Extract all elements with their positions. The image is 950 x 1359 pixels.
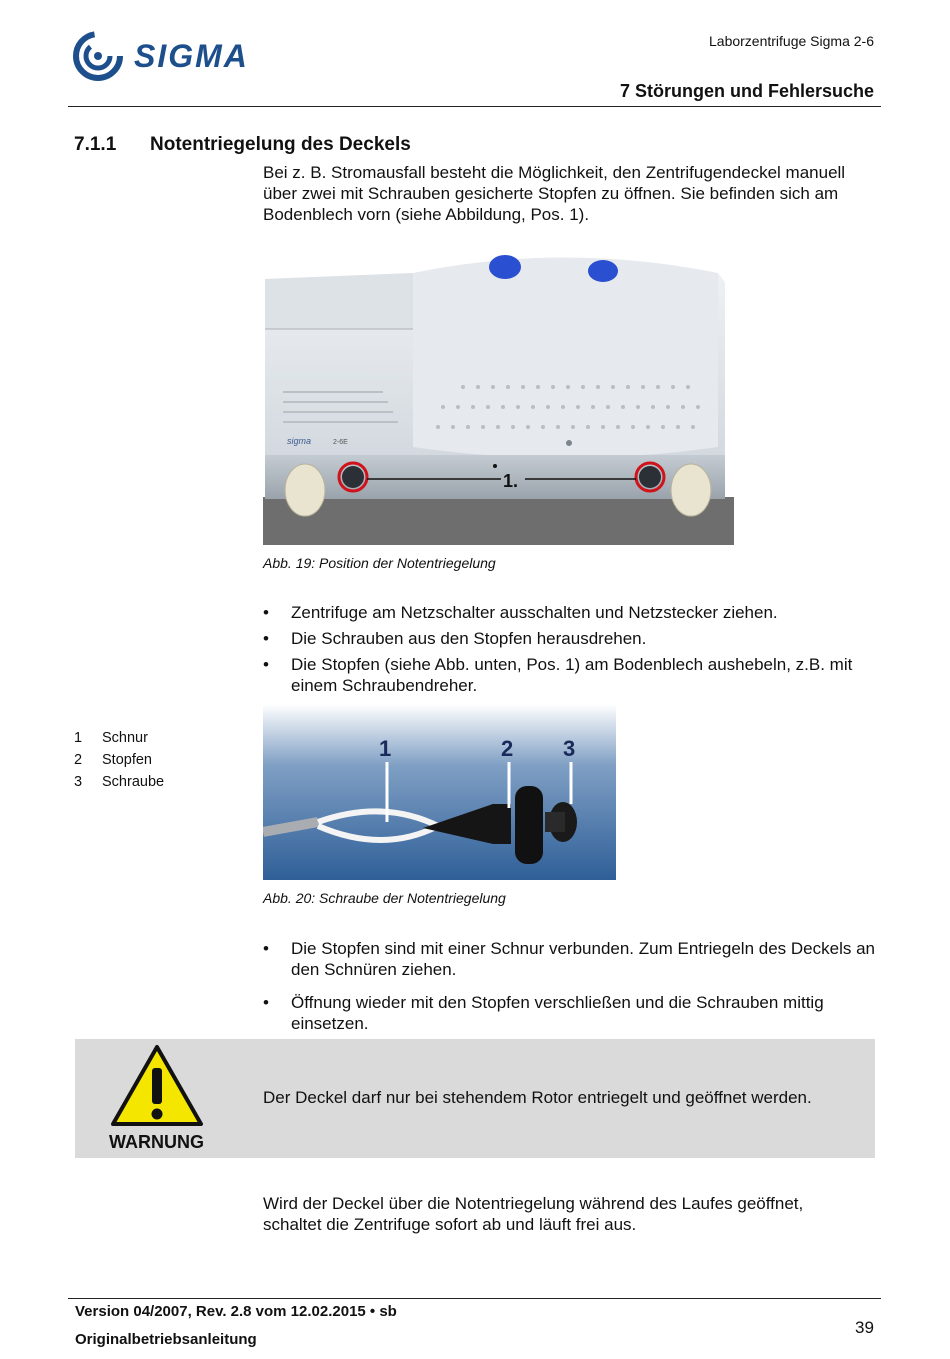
figure-19-caption: Abb. 19: Position der Notentriegelung xyxy=(263,555,496,571)
warning-text: Der Deckel darf nur bei stehendem Rotor entriegelt und geöffnet werden. xyxy=(263,1088,812,1107)
footer-original-label: Originalbetriebsanleitung xyxy=(75,1331,257,1348)
header-divider xyxy=(68,106,881,107)
list-item: • Die Stopfen (siehe Abb. unten, Pos. 1) am Bodenblech aushebeln, z.B. mit einem Schraubendreher. xyxy=(263,655,853,695)
chapter-heading: 7 Störungen und Fehlersuche xyxy=(619,81,874,101)
steps-list-1 xyxy=(263,602,875,701)
svg-text:1: 1 xyxy=(379,736,392,761)
warning-triangle-icon xyxy=(110,1044,204,1128)
svg-text:3: 3 xyxy=(563,736,576,761)
steps-list-2 xyxy=(263,938,875,1039)
svg-text:sigma: sigma xyxy=(287,436,312,446)
figure-20-caption: Abb. 20: Schraube der Notentriegelung xyxy=(263,890,506,906)
centrifuge-front-photo xyxy=(263,237,734,545)
list-item: • Zentrifuge am Netzschalter ausschalten und Netzstecker ziehen. xyxy=(263,603,778,622)
screw-plug-photo xyxy=(263,704,616,880)
list-item: • Öffnung wieder mit den Stopfen verschließen und die Schrauben mittig einsetzen. xyxy=(263,993,824,1033)
page-number: 39 xyxy=(855,1318,874,1337)
sigma-logo xyxy=(72,30,282,82)
footer-version: Version 04/2007, Rev. 2.8 vom 12.02.2015 • sb xyxy=(75,1303,397,1320)
list-item: • Die Stopfen sind mit einer Schnur verbunden. Zum Entriegeln des Deckels an den Schnüren ziehen. xyxy=(263,939,875,979)
document-title: Laborzentrifuge Sigma 2-6 xyxy=(709,33,874,49)
legend-item: 2 Stopfen xyxy=(74,752,152,768)
svg-text:2-6E: 2-6E xyxy=(333,439,348,446)
section-title: Notentriegelung des Deckels xyxy=(150,134,411,155)
warning-label: WARNUNG xyxy=(109,1132,204,1152)
legend-item: 3 Schraube xyxy=(74,774,165,790)
svg-text:1.: 1. xyxy=(503,471,519,491)
svg-text:SIGMA: SIGMA xyxy=(134,38,249,74)
footer-divider xyxy=(68,1298,881,1299)
intro-paragraph: Bei z. B. Stromausfall besteht die Möglichkeit, den Zentrifugendeckel manuell über zwei mit Schrauben gesicherte Stopfen zu öffnen. Sie befinden sich am Bodenblech vorn (siehe Abbildung, Pos. 1). xyxy=(263,163,846,224)
figure-legend xyxy=(74,730,164,796)
legend-item: 1 Schnur xyxy=(74,730,148,746)
svg-text:2: 2 xyxy=(501,736,514,761)
section-number: 7.1.1 xyxy=(74,134,117,155)
note-paragraph: Wird der Deckel über die Notentriegelung während des Laufes geöffnet, schaltet die Zentrifuge sofort ab und läuft frei aus. xyxy=(263,1194,804,1234)
list-item: • Die Schrauben aus den Stopfen herausdrehen. xyxy=(263,629,647,648)
